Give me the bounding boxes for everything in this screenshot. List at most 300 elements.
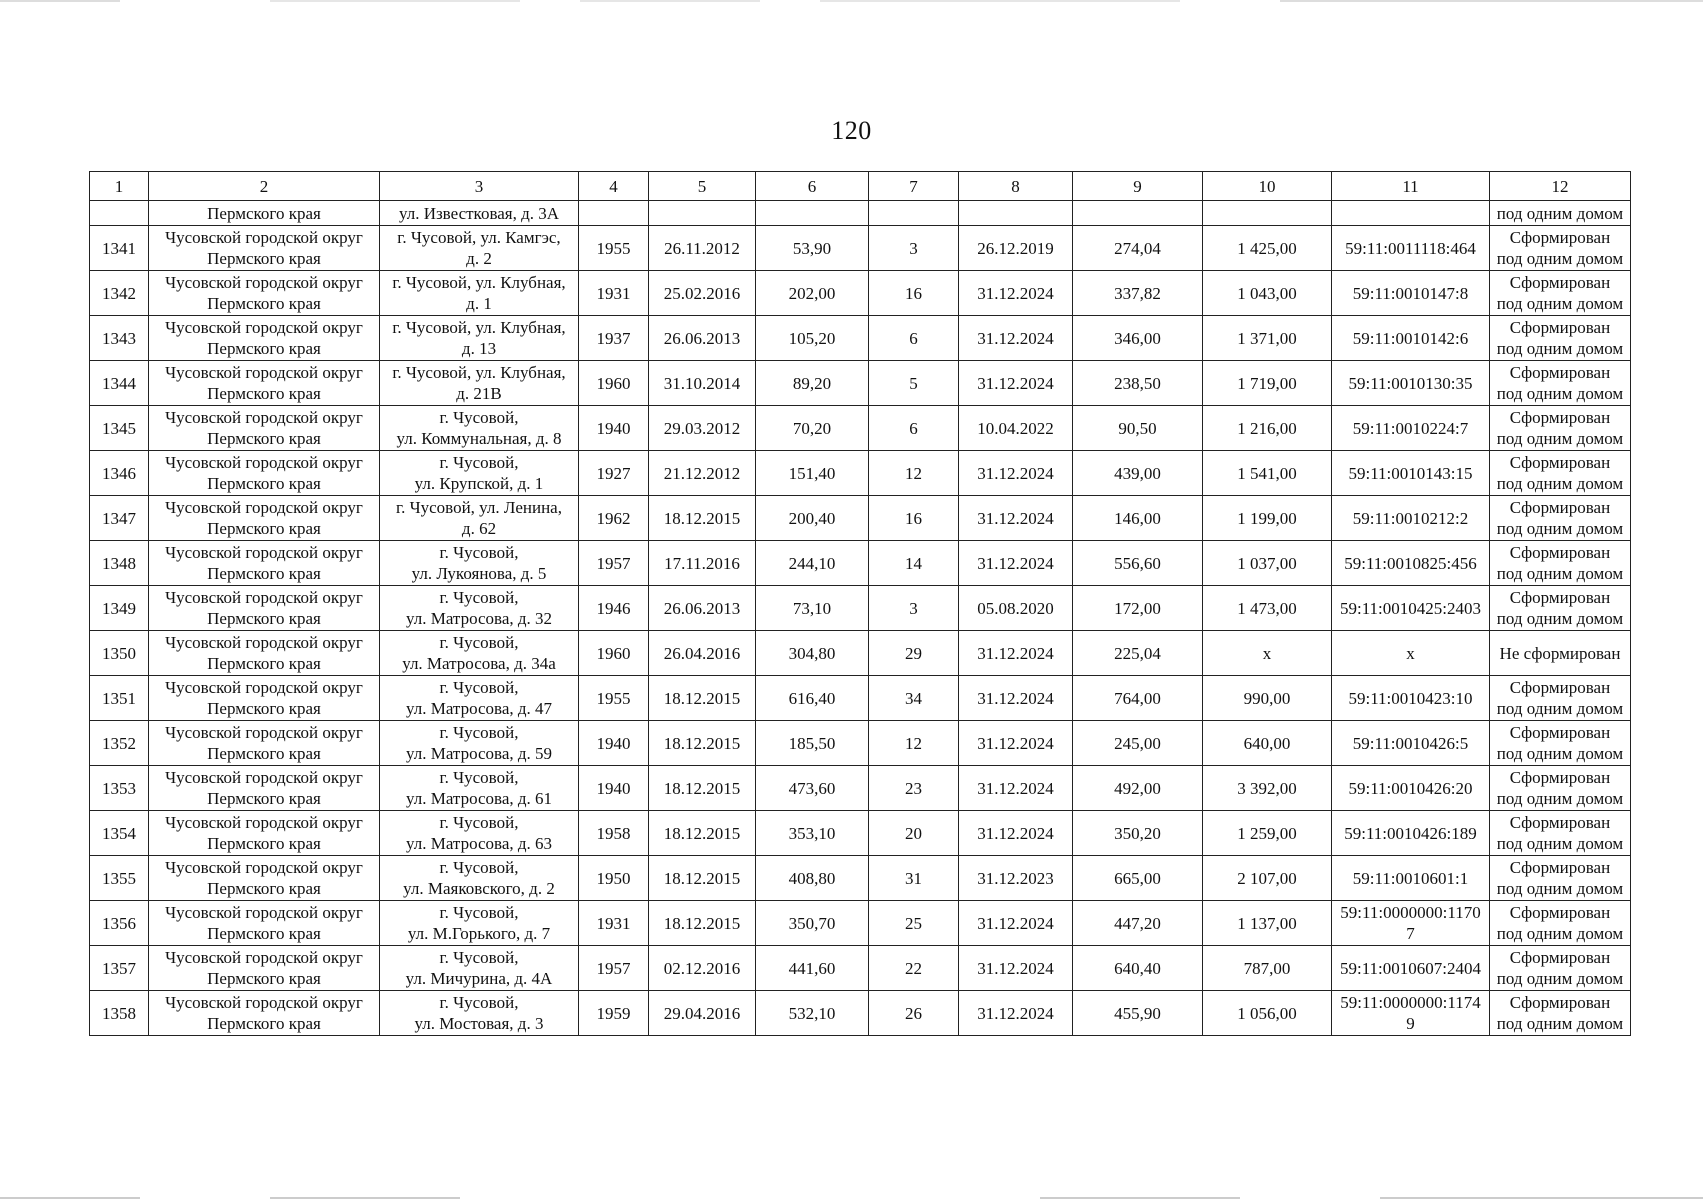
- cell-residents: 26: [869, 991, 959, 1036]
- column-header: 9: [1073, 172, 1203, 201]
- cell-residents: [869, 201, 959, 226]
- cell-address: [380, 631, 579, 676]
- cell-num: [90, 201, 149, 226]
- cell-line: г. Чусовой, ул. Клубная,: [392, 318, 566, 337]
- cell-year: 1960: [579, 631, 649, 676]
- cell-line: Сформирован: [1509, 498, 1611, 517]
- column-header: 8: [959, 172, 1073, 201]
- cell-line: Чусовской городской округ: [165, 723, 363, 742]
- cell-line: 59:11:0010607:2404: [1339, 958, 1482, 978]
- cell-region: [149, 496, 380, 541]
- cell-line: Пермского края: [207, 654, 321, 673]
- cell-address: [380, 451, 579, 496]
- cell-date2: 31.12.2024: [959, 811, 1073, 856]
- cell-line: Пермского края: [207, 339, 321, 358]
- cell-address: [380, 901, 579, 946]
- cell-line: ул. Маяковского, д. 2: [403, 879, 555, 898]
- table-row: [90, 766, 1631, 811]
- cell-address: ул. Известковая, д. 3А: [380, 201, 579, 226]
- cell-area2: 439,00: [1073, 451, 1203, 496]
- cell-line: 9: [1406, 1014, 1415, 1033]
- cell-address: [380, 496, 579, 541]
- cell-num: 1349: [90, 586, 149, 631]
- cell-area2: 556,60: [1073, 541, 1203, 586]
- cell-status: [1490, 316, 1631, 361]
- cell-date1: [649, 201, 756, 226]
- cell-area3: 1 216,00: [1203, 406, 1332, 451]
- cell-region: [149, 631, 380, 676]
- cell-line: Сформирован: [1509, 363, 1611, 382]
- cell-line: под одним домом: [1496, 474, 1624, 493]
- cell-area3: 2 107,00: [1203, 856, 1332, 901]
- cell-line: Чусовской городской округ: [165, 453, 363, 472]
- page-number: 120: [831, 116, 872, 145]
- cell-line: под одним домом: [1496, 564, 1624, 583]
- cell-year: 1959: [579, 991, 649, 1036]
- cell-line: Сформирован: [1509, 993, 1611, 1012]
- cell-num: 1357: [90, 946, 149, 991]
- cell-date1: 18.12.2015: [649, 721, 756, 766]
- cell-area2: 274,04: [1073, 226, 1203, 271]
- cell-region: [149, 946, 380, 991]
- cell-num: 1342: [90, 271, 149, 316]
- cell-date2: 31.12.2024: [959, 541, 1073, 586]
- table-row: [90, 946, 1631, 991]
- cell-line: г. Чусовой, ул. Клубная,: [392, 363, 566, 382]
- cell-line: г. Чусовой,: [439, 723, 519, 742]
- cell-num: 1344: [90, 361, 149, 406]
- cell-line: г. Чусовой,: [439, 678, 519, 697]
- cell-area2: [1073, 201, 1203, 226]
- cell-line: г. Чусовой, ул. Камгэс,: [397, 228, 561, 247]
- cell-year: 1931: [579, 901, 649, 946]
- cell-area2: 492,00: [1073, 766, 1203, 811]
- cell-cadastral: [1332, 991, 1490, 1036]
- cell-line: под одним домом: [1496, 744, 1624, 763]
- cell-line: Чусовской городской округ: [165, 408, 363, 427]
- cell-line: г. Чусовой,: [439, 993, 519, 1012]
- cell-address: [380, 721, 579, 766]
- cell-line: Чусовской городской округ: [165, 543, 363, 562]
- cell-num: 1343: [90, 316, 149, 361]
- cell-status: [1490, 811, 1631, 856]
- cell-status: [1490, 451, 1631, 496]
- cell-area: 200,40: [756, 496, 869, 541]
- cell-date2: 10.04.2022: [959, 406, 1073, 451]
- cell-area: 532,10: [756, 991, 869, 1036]
- cell-line: Не сформирован: [1499, 643, 1621, 663]
- cell-date1: 18.12.2015: [649, 766, 756, 811]
- cell-line: 59:11:0010143:15: [1348, 463, 1473, 483]
- cell-residents: 3: [869, 586, 959, 631]
- cell-line: Сформирован: [1509, 228, 1611, 247]
- cell-date2: 31.12.2024: [959, 361, 1073, 406]
- cell-line: под одним домом: [1496, 519, 1624, 538]
- cell-residents: 14: [869, 541, 959, 586]
- table-row: [90, 316, 1631, 361]
- cell-line: Чусовской городской округ: [165, 228, 363, 247]
- cell-line: под одним домом: [1496, 834, 1624, 853]
- cell-line: Сформирован: [1509, 588, 1611, 607]
- cell-line: 59:11:0010423:10: [1348, 688, 1473, 708]
- column-header: 2: [149, 172, 380, 201]
- cell-region: [149, 721, 380, 766]
- cell-area2: 172,00: [1073, 586, 1203, 631]
- cell-area: 70,20: [756, 406, 869, 451]
- cell-line: ул. Крупской, д. 1: [414, 474, 544, 493]
- cell-num: 1354: [90, 811, 149, 856]
- header-row: [90, 172, 1631, 201]
- cell-area: 473,60: [756, 766, 869, 811]
- cell-date1: 29.04.2016: [649, 991, 756, 1036]
- cell-address: [380, 586, 579, 631]
- cell-residents: 12: [869, 721, 959, 766]
- cell-line: ул. Матросова, д. 63: [405, 834, 553, 853]
- column-header: 10: [1203, 172, 1332, 201]
- cell-address: [380, 361, 579, 406]
- cell-area: 202,00: [756, 271, 869, 316]
- cell-residents: 34: [869, 676, 959, 721]
- cell-line: г. Чусовой,: [439, 948, 519, 967]
- cell-line: под одним домом: [1496, 789, 1624, 808]
- cell-line: Чусовской городской округ: [165, 633, 363, 652]
- cell-status: [1490, 361, 1631, 406]
- cell-area2: 238,50: [1073, 361, 1203, 406]
- cell-status: [1490, 586, 1631, 631]
- cell-area3: 1 541,00: [1203, 451, 1332, 496]
- cell-line: Сформирован: [1509, 768, 1611, 787]
- cell-line: 59:11:0010426:5: [1352, 733, 1469, 753]
- cell-address: [380, 316, 579, 361]
- cell-region: [149, 406, 380, 451]
- cell-num: 1347: [90, 496, 149, 541]
- cell-date2: 31.12.2024: [959, 631, 1073, 676]
- cell-line: Чусовской городской округ: [165, 903, 363, 922]
- cell-line: 59:11:0010130:35: [1348, 373, 1473, 393]
- cell-date2: 31.12.2024: [959, 766, 1073, 811]
- cell-residents: 25: [869, 901, 959, 946]
- cell-status: [1490, 496, 1631, 541]
- cell-residents: 5: [869, 361, 959, 406]
- cell-cadastral: [1332, 721, 1490, 766]
- cell-year: 1955: [579, 676, 649, 721]
- cell-area: 53,90: [756, 226, 869, 271]
- cell-cadastral: [1332, 361, 1490, 406]
- cell-line: под одним домом: [1496, 339, 1624, 358]
- cell-year: 1927: [579, 451, 649, 496]
- cell-line: 59:11:0000000:1170: [1340, 903, 1481, 922]
- cell-line: под одним домом: [1496, 294, 1624, 313]
- cell-line: Пермского края: [207, 834, 321, 853]
- cell-year: 1958: [579, 811, 649, 856]
- cell-year: 1946: [579, 586, 649, 631]
- cell-area3: 1 056,00: [1203, 991, 1332, 1036]
- cell-residents: 16: [869, 496, 959, 541]
- column-header: 5: [649, 172, 756, 201]
- table-row: [90, 361, 1631, 406]
- cell-region: [149, 901, 380, 946]
- cell-year: 1937: [579, 316, 649, 361]
- cell-region: [149, 316, 380, 361]
- cell-area3: 1 137,00: [1203, 901, 1332, 946]
- table-row-partial: [90, 201, 1631, 226]
- cell-status: [1490, 766, 1631, 811]
- cell-line: г. Чусовой, ул. Клубная,: [392, 273, 566, 292]
- cell-date1: 21.12.2012: [649, 451, 756, 496]
- cell-status: [1490, 991, 1631, 1036]
- cell-line: Пермского края: [207, 879, 321, 898]
- cell-line: г. Чусовой,: [439, 408, 519, 427]
- cell-date2: 31.12.2024: [959, 901, 1073, 946]
- table-row: [90, 541, 1631, 586]
- cell-area: 353,10: [756, 811, 869, 856]
- cell-area2: 455,90: [1073, 991, 1203, 1036]
- cell-cadastral: [1332, 676, 1490, 721]
- cell-address: [380, 406, 579, 451]
- cell-area3: 787,00: [1203, 946, 1332, 991]
- cell-cadastral: [1332, 811, 1490, 856]
- cell-area3: 1 199,00: [1203, 496, 1332, 541]
- cell-line: Сформирован: [1509, 903, 1611, 922]
- cell-residents: 3: [869, 226, 959, 271]
- cell-cadastral: [1332, 586, 1490, 631]
- cell-line: Чусовской городской округ: [165, 318, 363, 337]
- cell-region: [149, 361, 380, 406]
- cell-cadastral: [1332, 226, 1490, 271]
- cell-region: [149, 226, 380, 271]
- cell-line: 59:11:0010212:2: [1352, 508, 1469, 528]
- cell-date1: 25.02.2016: [649, 271, 756, 316]
- cell-line: Сформирован: [1509, 858, 1611, 877]
- cell-year: 1955: [579, 226, 649, 271]
- cell-date2: 31.12.2024: [959, 991, 1073, 1036]
- cell-area: 616,40: [756, 676, 869, 721]
- cell-date1: 26.06.2013: [649, 586, 756, 631]
- cell-line: г. Чусовой,: [439, 588, 519, 607]
- cell-date2: 31.12.2024: [959, 676, 1073, 721]
- cell-date1: 02.12.2016: [649, 946, 756, 991]
- cell-address: [380, 676, 579, 721]
- cell-num: 1353: [90, 766, 149, 811]
- cell-line: под одним домом: [1496, 924, 1624, 943]
- cell-area3: 3 392,00: [1203, 766, 1332, 811]
- cell-date1: 29.03.2012: [649, 406, 756, 451]
- table-row: [90, 856, 1631, 901]
- cell-residents: 23: [869, 766, 959, 811]
- cell-date1: 18.12.2015: [649, 811, 756, 856]
- cell-num: 1348: [90, 541, 149, 586]
- cell-status: [1490, 271, 1631, 316]
- column-header: 11: [1332, 172, 1490, 201]
- cell-line: Пермского края: [207, 609, 321, 628]
- cell-line: Пермского края: [207, 474, 321, 493]
- column-header: 6: [756, 172, 869, 201]
- cell-date2: 31.12.2023: [959, 856, 1073, 901]
- cell-num: 1351: [90, 676, 149, 721]
- cell-line: 59:11:0010142:6: [1352, 328, 1469, 348]
- cell-status: [1490, 541, 1631, 586]
- column-header: 1: [90, 172, 149, 201]
- cell-line: Чусовской городской округ: [165, 363, 363, 382]
- cell-line: Пермского края: [207, 924, 321, 943]
- table-row: [90, 226, 1631, 271]
- table-body: [90, 201, 1631, 1036]
- cell-area2: 764,00: [1073, 676, 1203, 721]
- cell-line: ул. Матросова, д. 47: [405, 699, 553, 718]
- cell-date2: 26.12.2019: [959, 226, 1073, 271]
- cell-line: 59:11:0010147:8: [1352, 283, 1469, 303]
- cell-line: под одним домом: [1496, 969, 1624, 988]
- cell-num: 1346: [90, 451, 149, 496]
- cell-cadastral: [1332, 541, 1490, 586]
- table-row: [90, 496, 1631, 541]
- cell-line: Пермского края: [207, 294, 321, 313]
- cell-date1: 26.06.2013: [649, 316, 756, 361]
- cell-line: под одним домом: [1496, 249, 1624, 268]
- cell-date1: 31.10.2014: [649, 361, 756, 406]
- cell-date1: 17.11.2016: [649, 541, 756, 586]
- cell-line: Чусовской городской округ: [165, 678, 363, 697]
- cell-area3: 1 473,00: [1203, 586, 1332, 631]
- cell-area2: 640,40: [1073, 946, 1203, 991]
- cell-line: 59:11:0010601:1: [1352, 868, 1469, 888]
- cell-status: [1490, 901, 1631, 946]
- cell-line: под одним домом: [1496, 384, 1624, 403]
- cell-cadastral: [1332, 856, 1490, 901]
- cell-year: 1950: [579, 856, 649, 901]
- cell-status: [1490, 631, 1631, 676]
- cell-line: Пермского края: [207, 519, 321, 538]
- cell-date1: 18.12.2015: [649, 901, 756, 946]
- cell-date1: 26.04.2016: [649, 631, 756, 676]
- cell-residents: 12: [869, 451, 959, 496]
- table-row: [90, 451, 1631, 496]
- cell-area3: 640,00: [1203, 721, 1332, 766]
- table-row: [90, 811, 1631, 856]
- cell-line: Пермского края: [207, 969, 321, 988]
- cell-line: под одним домом: [1496, 1014, 1624, 1033]
- cell-residents: 20: [869, 811, 959, 856]
- cell-line: Пермского края: [207, 1014, 321, 1033]
- cell-status: [1490, 406, 1631, 451]
- cell-residents: 16: [869, 271, 959, 316]
- cell-cadastral: [1332, 901, 1490, 946]
- cell-area2: 350,20: [1073, 811, 1203, 856]
- cell-date2: 31.12.2024: [959, 721, 1073, 766]
- table-row: [90, 721, 1631, 766]
- cell-line: 59:11:0010224:7: [1352, 418, 1469, 438]
- cell-address: [380, 946, 579, 991]
- cell-line: Пермского края: [207, 564, 321, 583]
- cell-line: ул. Коммунальная, д. 8: [396, 429, 562, 448]
- cell-cadastral: [1332, 946, 1490, 991]
- cell-line: 59:11:0010825:456: [1344, 553, 1477, 573]
- cell-status: [1490, 226, 1631, 271]
- cell-address: [380, 226, 579, 271]
- cell-region: [149, 991, 380, 1036]
- table-row: [90, 901, 1631, 946]
- cell-line: Пермского края: [207, 384, 321, 403]
- cell-line: Сформирован: [1509, 318, 1611, 337]
- table-header: [90, 172, 1631, 201]
- table-row: [90, 406, 1631, 451]
- cell-area: 441,60: [756, 946, 869, 991]
- table-row: [90, 586, 1631, 631]
- cell-year: 1957: [579, 541, 649, 586]
- cell-area: 244,10: [756, 541, 869, 586]
- cell-line: Чусовской городской округ: [165, 498, 363, 517]
- cell-area: [756, 201, 869, 226]
- table-row: [90, 271, 1631, 316]
- cell-line: ул. Лукоянова, д. 5: [411, 564, 547, 583]
- cell-region: Пермского края: [149, 201, 380, 226]
- cell-line: Сформирован: [1509, 723, 1611, 742]
- cell-area: 304,80: [756, 631, 869, 676]
- cell-residents: 22: [869, 946, 959, 991]
- cell-num: 1341: [90, 226, 149, 271]
- cell-line: ул. Матросова, д. 61: [405, 789, 553, 808]
- cell-address: [380, 271, 579, 316]
- cell-line: х: [1406, 643, 1415, 663]
- cell-line: 59:11:0000000:1174: [1340, 993, 1481, 1012]
- cell-address: [380, 856, 579, 901]
- cell-line: г. Чусовой,: [439, 768, 519, 787]
- cell-address: [380, 991, 579, 1036]
- cell-line: Чусовской городской округ: [165, 273, 363, 292]
- cell-cadastral: [1332, 406, 1490, 451]
- cell-line: г. Чусовой,: [439, 543, 519, 562]
- cell-line: Чусовской городской округ: [165, 993, 363, 1012]
- cell-line: д. 62: [461, 519, 497, 538]
- cell-line: Чусовской городской округ: [165, 858, 363, 877]
- cell-status: [1490, 856, 1631, 901]
- cell-num: 1345: [90, 406, 149, 451]
- cell-address: [380, 541, 579, 586]
- column-header: 7: [869, 172, 959, 201]
- cell-line: г. Чусовой, ул. Ленина,: [396, 498, 562, 517]
- cell-date1: 18.12.2015: [649, 496, 756, 541]
- housing-registry-table: [89, 171, 1631, 1036]
- cell-area2: 90,50: [1073, 406, 1203, 451]
- cell-region: [149, 811, 380, 856]
- cell-line: г. Чусовой,: [439, 453, 519, 472]
- cell-date2: 05.08.2020: [959, 586, 1073, 631]
- cell-area3: х: [1203, 631, 1332, 676]
- cell-line: ул. М.Горького, д. 7: [407, 924, 551, 943]
- cell-region: [149, 451, 380, 496]
- cell-line: под одним домом: [1496, 879, 1624, 898]
- cell-cadastral: [1332, 631, 1490, 676]
- cell-area: 151,40: [756, 451, 869, 496]
- cell-year: 1931: [579, 271, 649, 316]
- cell-line: г. Чусовой,: [439, 858, 519, 877]
- cell-num: 1352: [90, 721, 149, 766]
- cell-line: д. 13: [461, 339, 497, 358]
- column-header: 3: [380, 172, 579, 201]
- cell-line: Пермского края: [207, 429, 321, 448]
- cell-line: Чусовской городской округ: [165, 588, 363, 607]
- cell-line: г. Чусовой,: [439, 633, 519, 652]
- cell-line: Сформирован: [1509, 678, 1611, 697]
- column-header: 4: [579, 172, 649, 201]
- cell-date2: 31.12.2024: [959, 946, 1073, 991]
- cell-year: 1940: [579, 766, 649, 811]
- cell-line: Сформирован: [1509, 948, 1611, 967]
- cell-area3: 1 719,00: [1203, 361, 1332, 406]
- cell-line: г. Чусовой,: [439, 813, 519, 832]
- cell-line: 59:11:0011118:464: [1345, 238, 1476, 258]
- cell-line: д. 2: [466, 249, 492, 268]
